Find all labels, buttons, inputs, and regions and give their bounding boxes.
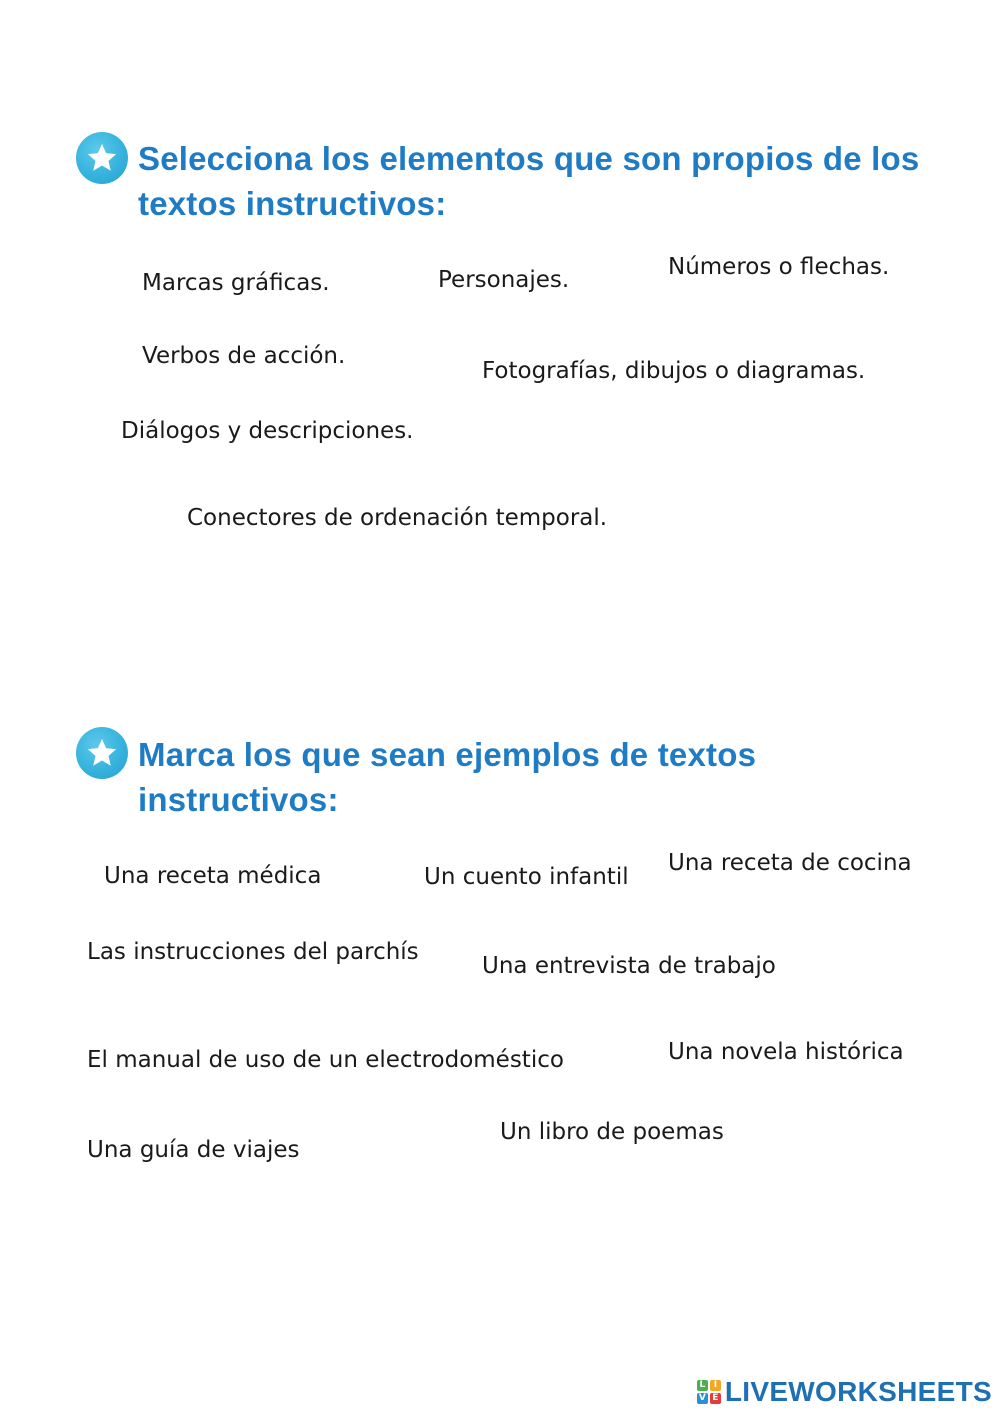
section2-title xyxy=(138,732,756,822)
star-icon xyxy=(85,141,119,175)
logo-mark xyxy=(697,1380,721,1404)
option-guia-viajes[interactable]: Una guía de viajes xyxy=(87,1137,300,1163)
section1-star-badge xyxy=(76,132,128,184)
option-fotografias[interactable]: Fotografías, dibujos o diagramas. xyxy=(482,358,866,384)
section2-star-badge xyxy=(76,727,128,779)
option-receta-medica[interactable]: Una receta médica xyxy=(104,863,322,889)
option-libro-poemas[interactable]: Un libro de poemas xyxy=(500,1119,724,1145)
section1-title xyxy=(138,136,919,226)
option-manual-electrodomestico[interactable]: El manual de uso de un electrodoméstico xyxy=(87,1047,564,1073)
logo-letter-e: E xyxy=(710,1393,721,1404)
logo-letter-l: L xyxy=(697,1380,708,1391)
logo-text: LIVEWORKSHEETS xyxy=(724,1376,992,1407)
section2-title-line2: instructivos: xyxy=(138,781,339,818)
option-dialogos[interactable]: Diálogos y descripciones. xyxy=(121,418,414,444)
section1-title-line2: textos instructivos: xyxy=(138,185,447,222)
logo-letter-v: V xyxy=(697,1393,708,1404)
option-conectores[interactable]: Conectores de ordenación temporal. xyxy=(187,505,608,531)
star-icon xyxy=(85,736,119,770)
option-marcas-graficas[interactable]: Marcas gráficas. xyxy=(142,270,330,296)
logo-letter-i: I xyxy=(710,1380,721,1391)
section2-title-line1: Marca los que sean ejemplos de textos xyxy=(138,736,757,773)
option-novela-historica[interactable]: Una novela histórica xyxy=(668,1039,904,1065)
option-numeros-flechas[interactable]: Números o flechas. xyxy=(668,254,890,280)
option-entrevista-trabajo[interactable]: Una entrevista de trabajo xyxy=(482,953,776,979)
option-receta-cocina[interactable]: Una receta de cocina xyxy=(668,850,912,876)
option-verbos-accion[interactable]: Verbos de acción. xyxy=(142,343,346,369)
option-cuento-infantil[interactable]: Un cuento infantil xyxy=(424,864,629,890)
option-instrucciones-parchis[interactable]: Las instrucciones del parchís xyxy=(87,939,419,965)
liveworksheets-logo xyxy=(697,1377,992,1407)
option-personajes[interactable]: Personajes. xyxy=(438,267,570,293)
section1-title-line1: Selecciona los elementos que son propios de los xyxy=(138,140,920,177)
